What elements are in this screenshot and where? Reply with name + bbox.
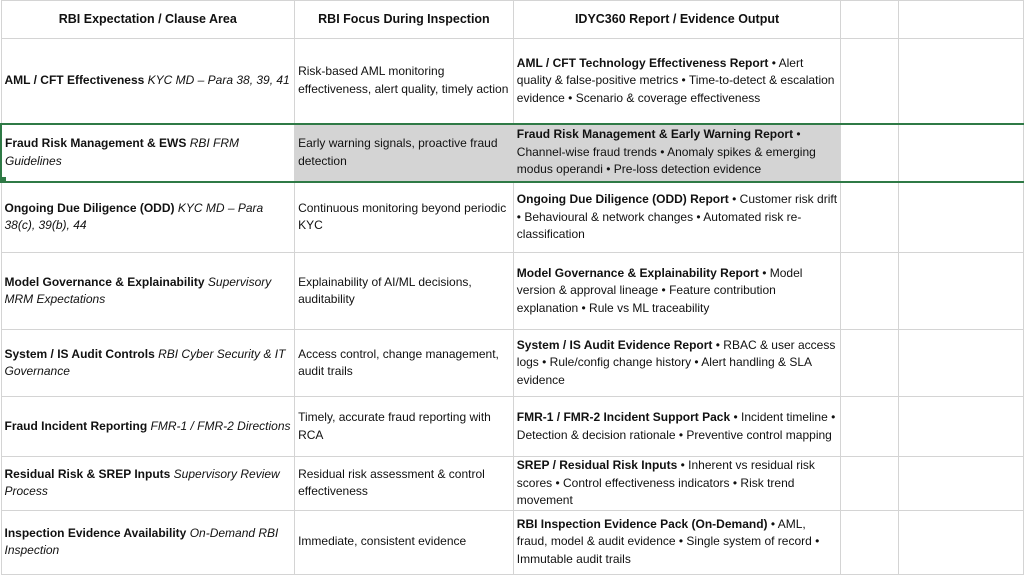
table-row [1, 253, 1024, 330]
table-row [1, 397, 1024, 457]
empty-cell[interactable] [841, 397, 899, 457]
table-row [1, 510, 1024, 574]
focus-cell[interactable]: Immediate, consistent evidence [295, 510, 514, 574]
focus-cell[interactable]: Early warning signals, proactive fraud detection [295, 124, 514, 182]
clause-label: FMR-1 / FMR-2 Directions [150, 418, 291, 433]
output-cell[interactable] [513, 457, 841, 511]
evidence-text: • Channel-wise fraud trends • Anomaly spikes & emerging modus operandi • Pre-loss detection evidence [516, 127, 816, 177]
empty-cell[interactable] [841, 1, 899, 39]
output-cell[interactable] [513, 182, 841, 253]
expectation-cell[interactable] [1, 457, 295, 511]
report-title: FMR-1 / FMR-2 Incident Support Pack [516, 410, 731, 424]
clause-label: Supervisory MRM Expectations [4, 274, 272, 306]
expectation-cell[interactable] [1, 253, 295, 330]
report-title: AML / CFT Technology Effectiveness Report [516, 55, 769, 70]
empty-cell[interactable] [899, 182, 1024, 253]
empty-cell[interactable] [899, 39, 1024, 124]
expectation-cell[interactable] [1, 330, 295, 397]
empty-cell[interactable] [899, 457, 1024, 511]
clause-label: On-Demand RBI Inspection [4, 525, 279, 557]
clause-label: KYC MD – Para 38(c), 39(b), 44 [4, 200, 264, 233]
evidence-text: • Inherent vs residual risk scores • Control effectiveness indicators • Risk trend movement [516, 458, 815, 507]
area-label: Inspection Evidence Availability [4, 525, 187, 540]
table-row [1, 39, 1024, 124]
output-cell[interactable] [513, 397, 841, 457]
clause-label: RBI FRM Guidelines [5, 136, 240, 168]
clause-label: Supervisory Review Process [4, 466, 280, 499]
empty-cell[interactable] [899, 330, 1024, 397]
table-row-selected [1, 124, 1024, 182]
header-cell-expectation[interactable]: RBI Expectation / Clause Area [1, 1, 295, 39]
empty-cell[interactable] [899, 510, 1024, 574]
area-label: Model Governance & Explainability [4, 274, 205, 289]
focus-cell[interactable]: Explainability of AI/ML decisions, auditability [295, 253, 514, 330]
focus-cell[interactable]: Continuous monitoring beyond periodic KYC [295, 182, 514, 253]
area-label: Ongoing Due Diligence (ODD) [4, 200, 175, 215]
evidence-text: • Customer risk drift • Behavioural & network changes • Automated risk re-classification [516, 192, 838, 241]
report-title: Model Governance & Explainability Report [516, 265, 759, 280]
expectation-cell[interactable] [1, 124, 295, 182]
fill-handle[interactable] [1, 177, 6, 182]
empty-cell[interactable] [841, 330, 899, 397]
report-title: SREP / Residual Risk Inputs [516, 458, 678, 472]
area-label: Fraud Risk Management & EWS [5, 136, 187, 150]
table-row [1, 330, 1024, 397]
evidence-text: • AML, fraud, model & audit evidence • Single system of record • Immutable audit trails [516, 516, 820, 566]
clause-label: KYC MD – Para 38, 39, 41 [147, 73, 290, 87]
evidence-text: • Incident timeline • Detection & decision rationale • Preventive control mapping [516, 410, 836, 442]
area-label: AML / CFT Effectiveness [4, 73, 145, 87]
output-cell[interactable] [513, 124, 841, 182]
header-row [1, 1, 1024, 39]
report-title: Fraud Risk Management & Early Warning Report [516, 127, 794, 142]
header-cell-output[interactable]: IDYC360 Report / Evidence Output [513, 1, 841, 39]
empty-cell[interactable] [899, 253, 1024, 330]
report-title: System / IS Audit Evidence Report [516, 337, 713, 352]
empty-cell[interactable] [899, 124, 1024, 182]
empty-cell[interactable] [841, 182, 899, 253]
report-title: RBI Inspection Evidence Pack (On-Demand) [516, 516, 768, 531]
focus-cell[interactable]: Timely, accurate fraud reporting with RCA [295, 397, 514, 457]
report-title: Ongoing Due Diligence (ODD) Report [516, 192, 729, 206]
empty-cell[interactable] [841, 510, 899, 574]
focus-cell[interactable]: Access control, change management, audit trails [295, 330, 514, 397]
area-label: Fraud Incident Reporting [4, 418, 148, 433]
area-label: System / IS Audit Controls [4, 346, 155, 361]
empty-cell[interactable] [899, 397, 1024, 457]
evidence-text: • Alert quality & false-positive metrics • Time-to-detect & escalation evidence • Scenario & coverage effectiveness [516, 55, 835, 105]
evidence-text: • Model version & approval lineage • Feature contribution explanation • Rule vs ML traceability [516, 265, 803, 315]
expectation-cell[interactable] [1, 39, 295, 124]
expectation-cell[interactable] [1, 397, 295, 457]
expectation-cell[interactable] [1, 510, 295, 574]
evidence-text: • RBAC & user access logs • Rule/config change history • Alert handling & SLA evidence [516, 337, 836, 387]
empty-cell[interactable] [841, 253, 899, 330]
empty-cell[interactable] [899, 1, 1024, 39]
area-label: Residual Risk & SREP Inputs [4, 466, 171, 481]
output-cell[interactable] [513, 330, 841, 397]
empty-cell[interactable] [841, 39, 899, 124]
expectation-cell[interactable] [1, 182, 295, 253]
header-cell-focus[interactable]: RBI Focus During Inspection [295, 1, 514, 39]
table-row [1, 457, 1024, 511]
focus-cell[interactable]: Risk-based AML monitoring effectiveness, alert quality, timely action [295, 39, 514, 124]
output-cell[interactable] [513, 510, 841, 574]
output-cell[interactable] [513, 39, 841, 124]
output-cell[interactable] [513, 253, 841, 330]
clause-label: RBI Cyber Security & IT Governance [4, 346, 286, 378]
empty-cell[interactable] [841, 124, 899, 182]
table-row [1, 182, 1024, 253]
focus-cell[interactable]: Residual risk assessment & control effectiveness [295, 457, 514, 511]
empty-cell[interactable] [841, 457, 899, 511]
